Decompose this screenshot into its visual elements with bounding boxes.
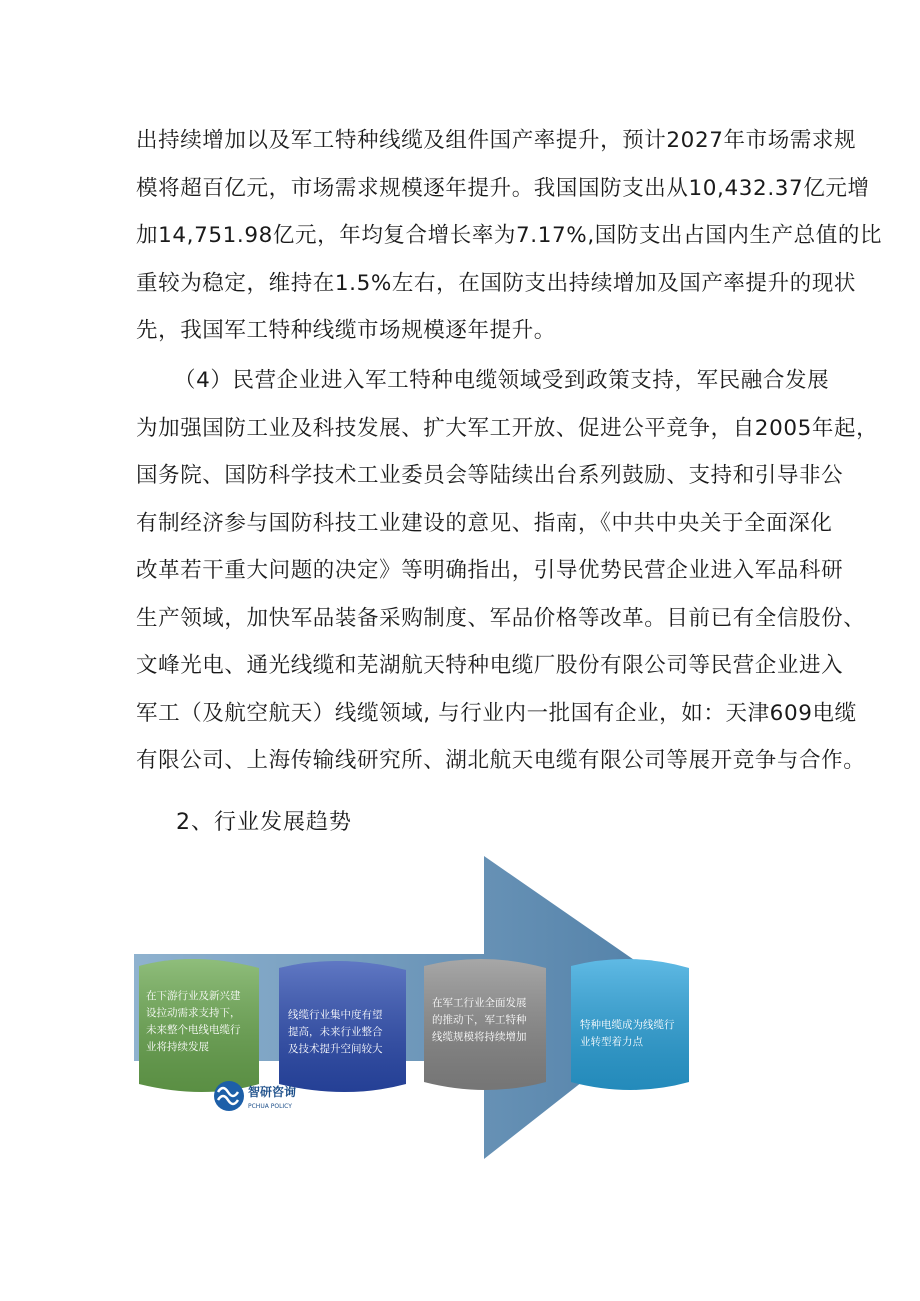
paragraph-defense-spending [136, 117, 883, 355]
trend-box-3-line-3: 线缆规模将持续增加 [432, 1031, 527, 1043]
section-heading: 2、行业发展趋势 [176, 810, 352, 835]
paragraph-private-enterprise-policy [136, 357, 879, 785]
trend-box-2 [279, 961, 406, 1092]
trend-box-1-line-3: 未来整个电线电缆行 [146, 1024, 241, 1036]
logo-name: 智研咨询 [248, 1085, 297, 1099]
text-line: 国务院、国防科学技术工业委员会等陆续出台系列鼓励、支持和引导非公 [136, 463, 844, 488]
text-line: （4）民营企业进入军工特种电缆领域受到政策支持，军民融合发展 [174, 368, 830, 393]
trend-box-4 [571, 959, 689, 1090]
trend-box-1-line-2: 设拉动需求支持下， [146, 1007, 241, 1019]
trend-box-3-line-1: 在军工行业全面发展 [432, 997, 527, 1009]
text-line: 有制经济参与国防科技工业建设的意见、指南，《中共中央关于全面深化 [136, 510, 833, 536]
text-line: 改革若干重大问题的决定》等明确指出，引导优势民营企业进入军品科研 [136, 558, 844, 583]
text-line: 为加强国防工业及科技发展、扩大军工开放、促进公平竞争，自2005年起， [136, 415, 879, 441]
trend-box-4-line-2: 业转型着力点 [580, 1036, 643, 1048]
trend-box-2-line-2: 提高，未来行业整合 [288, 1026, 383, 1038]
text-line: 有限公司、上海传输线研究所、湖北航天电缆有限公司等展开竞争与合作。 [136, 748, 866, 773]
text-line: 文峰光电、通光线缆和芜湖航天特种电缆厂股份有限公司等民营企业进入 [136, 653, 844, 678]
trend-arrow-diagram [134, 856, 694, 1161]
text-line: 生产领域，加快军品装备采购制度、军品价格等改革。目前已有全信股份、 [136, 605, 866, 631]
text-line: 模将超百亿元，市场需求规模逐年提升。我国国防支出从10,432.37亿元增 [136, 175, 870, 201]
trend-box-1 [139, 959, 259, 1092]
text-line: 军工（及航空航天）线缆领域, 与行业内一批国有企业，如：天津609电缆 [136, 700, 857, 726]
trend-box-1-line-4: 业将持续发展 [146, 1041, 209, 1053]
trend-box-2-line-1: 线缆行业集中度有望 [288, 1009, 383, 1021]
trend-box-2-line-3: 及技术提升空间较大 [288, 1043, 383, 1055]
text-line: 先，我国军工特种线缆市场规模逐年提升。 [136, 318, 556, 343]
text-line: 加14,751.98亿元，年均复合增长率为7.17%,国防支出占国内生产总值的比 [136, 223, 883, 248]
watermark-logo [214, 1081, 296, 1111]
trend-box-4-line-1: 特种电缆成为线缆行 [580, 1019, 675, 1031]
text-line: 出持续增加以及军工特种线缆及组件国产率提升，预计2027年市场需求规 [136, 128, 857, 153]
logo-subtitle: PCHUA POLICY [248, 1103, 292, 1110]
trend-box-3-line-2: 的推动下，军工特种 [432, 1014, 527, 1026]
industry-trend-figure [134, 856, 694, 1161]
trend-box-3 [424, 959, 546, 1090]
trend-box-1-line-1: 在下游行业及新兴建 [146, 990, 241, 1002]
text-line: 重较为稳定，维持在1.5%左右，在国防支出持续增加及国产率提升的现状 [136, 270, 857, 296]
